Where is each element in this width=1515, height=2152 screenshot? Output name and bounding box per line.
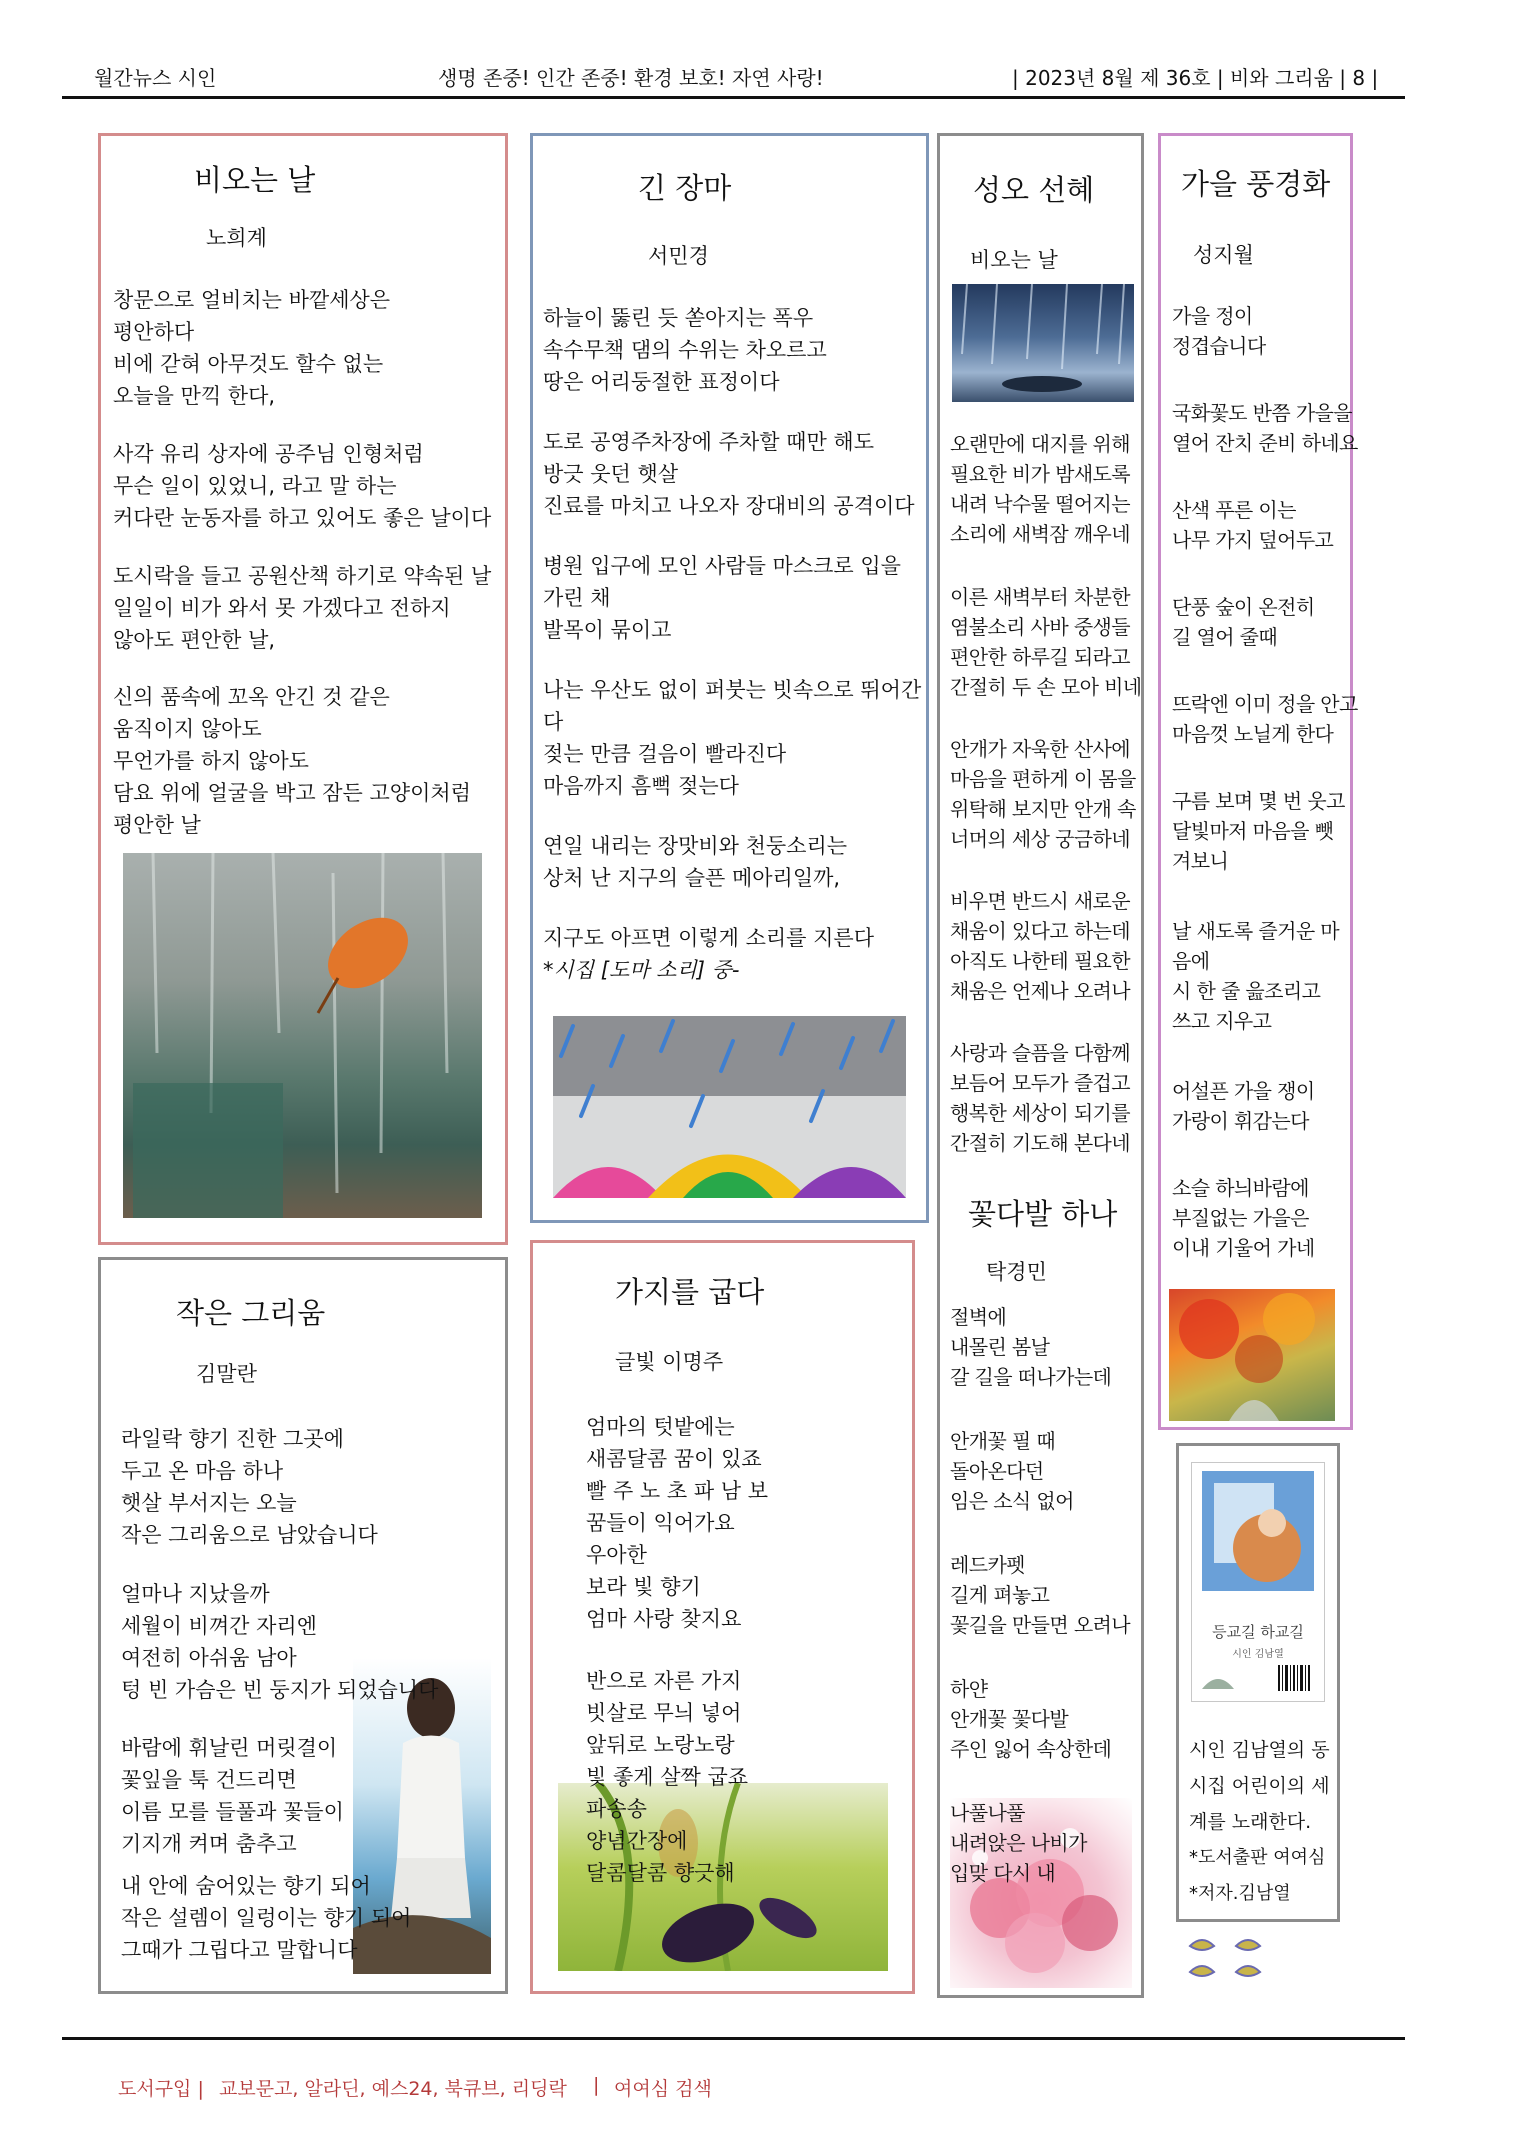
stanza: 하늘이 뚫린 듯 쏟아지는 폭우 속수무책 댐의 수위는 차오르고 땅은 어리둥절한 표정이다 [543, 306, 827, 394]
stanza: 반으로 자른 가지 빗살로 무늬 넣어 앞뒤로 노랑노랑 빛 좋게 살짝 굽죠 파송송 양념간장에 달콤달콤 향긋해 [586, 1669, 749, 1885]
poem-title: 꽃다발 하나 [968, 1197, 1118, 1231]
stanza: 라일락 향기 진한 그곳에 두고 온 마음 하나 햇살 부서지는 오늘 작은 그리움으로 남았습니다 [121, 1427, 378, 1547]
rain-window-leaf-image [123, 853, 482, 1218]
poem-title: 작은 그리움 [176, 1296, 326, 1330]
stanza: 뜨락엔 이미 정을 안고 마음껏 노닐게 한다 [1172, 692, 1358, 746]
poem-author: 서민경 [648, 244, 709, 268]
book-cover-image [1191, 1462, 1325, 1702]
stanza: 안개꽃 필 때 돌아온다던 임은 소식 없어 [950, 1429, 1074, 1513]
footer-stores[interactable]: 교보문고, 알라딘, 예스24, 북큐브, 리딩락 [219, 2078, 567, 2100]
stanza: 레드카펫 길게 펴놓고 꽃길을 만들면 오려나 [950, 1553, 1130, 1637]
stanza: 도로 공영주차장에 주차할 때만 해도 방긋 웃던 햇살 진료를 마치고 나오자 장대비의 공격이다 [543, 430, 915, 518]
autumn-foliage-image [1169, 1289, 1335, 1421]
ornament-icon [1184, 1934, 1284, 1984]
stanza: 신의 품속에 꼬옥 안긴 것 같은 움직이지 않아도 무언가를 하지 않아도 담요 위에 얼굴을 박고 잠든 고양이처럼 평안한 날 [113, 685, 471, 837]
poem-box-column-three [937, 133, 1144, 1998]
book-cover-title: 등교길 하교길 [1212, 1623, 1304, 1641]
stanza: 안개가 자욱한 산사에 마음을 편하게 이 몸을 위탁해 보지만 안개 속 너머의 세상 궁금하네 [950, 737, 1136, 851]
stanza: 소슬 하늬바람에 부질없는 가을은 이내 기울어 가네 [1172, 1176, 1315, 1260]
stanza: 지구도 아프면 이렇게 소리를 지른다 *시집 [도마 소리] 중- [543, 922, 874, 986]
stanza: 구름 보며 몇 번 웃고 달빛마저 마음을 뺏 겨보니 [1172, 789, 1345, 873]
poem-subtitle: 비오는 날 [970, 248, 1058, 272]
book-caption: 시인 김남열의 동 시집 어린이의 세 계를 노래한다. *도서출판 여여심 *저자.김남열 [1189, 1739, 1330, 1904]
poem-box-autumn-landscape [1158, 133, 1358, 1430]
stanza: 내 안에 숨어있는 향기 되어 작은 설렘이 일렁이는 향기 되어 그때가 그립다고 말합니다 [121, 1874, 412, 1962]
footer-rule [62, 2037, 1405, 2040]
poem-title: 성오 선혜 [973, 173, 1095, 207]
stanza: 도시락을 들고 공원산책 하기로 약속된 날 일일이 비가 와서 못 가겠다고 전하지 않아도 편안한 날, [113, 564, 492, 652]
book-promo-box [1176, 1443, 1340, 1922]
poem-author: 성지월 [1193, 243, 1254, 267]
stanza: 국화꽃도 반쯤 가을을 열어 잔치 준비 하네요 [1172, 401, 1358, 455]
stanza: 절벽에 내몰린 봄날 갈 길을 떠나가는데 [950, 1305, 1112, 1389]
rain-image [952, 284, 1134, 402]
header-rule [62, 96, 1405, 99]
poem-source: *시집 [도마 소리] 중- [543, 958, 740, 982]
poem-box-small-longing [98, 1257, 508, 1994]
stanza: 단풍 숲이 온전히 길 열어 줄때 [1172, 595, 1315, 649]
stanza: 사랑과 슬픔을 다함께 보듬어 모두가 즐겁고 행복한 세상이 되기를 간절히 기도해 본다네 [950, 1041, 1130, 1155]
poem-author: 글빛 이명주 [615, 1350, 724, 1374]
stanza: 바람에 휘날린 머릿결이 꽃잎을 툭 건드리면 이름 모를 들풀과 꽃들이 기지개 켜며 춤추고 [121, 1736, 344, 1856]
header-publication: 월간뉴스 시인 [94, 66, 217, 90]
poem-title: 가지를 굽다 [615, 1275, 765, 1309]
stanza: 나풀나풀 내려앉은 나비가 입맞 다시 내 [950, 1801, 1087, 1885]
stanza: 나는 우산도 없이 퍼붓는 빗속으로 뛰어간 다 젖는 만큼 걸음이 빨라진다 마음까지 흠뻑 젖는다 [543, 678, 922, 798]
footer-label: 도서구입 | [118, 2078, 204, 2100]
stanza: 얼마나 지났을까 세월이 비껴간 자리엔 여전히 아쉬움 남아 텅 빈 가슴은 빈 둥지가 되었습니다 [121, 1582, 439, 1702]
stanza: 사각 유리 상자에 공주님 인형처럼 무슨 일이 있었니, 라고 말 하는 커다란 눈동자를 하고 있어도 좋은 날이다 [113, 442, 492, 530]
poem-title: 비오는 날 [194, 163, 316, 197]
stanza: 가을 정이 정겹습니다 [1172, 304, 1266, 358]
stanza: 엄마의 텃밭에는 새콤달콤 꿈이 있죠 빨 주 노 초 파 남 보 꿈들이 익어가요 우아한 보라 빛 향기 엄마 사랑 찾지요 [586, 1415, 769, 1631]
poem-author: 노희계 [206, 226, 267, 250]
stanza: 창문으로 얼비치는 바깥세상은 평안하다 비에 갇혀 아무것도 할수 없는 오늘을 만끽 한다, [113, 288, 391, 408]
header-issue: | 2023년 8월 제 36호 | 비와 그리움 | 8 | [1012, 66, 1379, 90]
footer-separator: | [593, 2074, 600, 2096]
umbrellas-rain-image [553, 1016, 906, 1198]
book-cover-author: 시인 김남열 [1232, 1649, 1284, 1660]
stanza: 연일 내리는 장맛비와 천둥소리는 상처 난 지구의 슬픈 메아리일까, [543, 834, 848, 890]
header-slogan: 생명 존중! 인간 존중! 환경 보호! 자연 사랑! [438, 66, 824, 90]
poem-title: 긴 장마 [638, 171, 732, 205]
stanza: 산색 푸른 이는 나무 가지 덮어두고 [1172, 498, 1334, 552]
stanza: 하얀 안개꽃 꽃다발 주인 잃어 속상한데 [950, 1677, 1112, 1761]
poem-author: 김말란 [196, 1362, 257, 1386]
poem-box-grilled-eggplant [530, 1240, 915, 1994]
footer-search-link[interactable]: 여여심 검색 [614, 2078, 712, 2100]
stanza: 날 새도록 즐거운 마 음에 시 한 줄 읊조리고 쓰고 지우고 [1172, 919, 1340, 1033]
poem-box-long-monsoon [530, 133, 929, 1223]
stanza: 병원 입구에 모인 사람들 마스크로 입을 가린 채 발목이 묶이고 [543, 554, 901, 642]
poem-author: 탁경민 [986, 1260, 1047, 1284]
barcode [1198, 1659, 1318, 1699]
poem-title: 가을 풍경화 [1181, 167, 1331, 201]
stanza: 이른 새벽부터 차분한 염불소리 사바 중생들 편안한 하루길 되라고 간절히 두 손 모아 비네 [950, 585, 1142, 699]
poem-box-rainy-day [98, 133, 508, 1245]
stanza: 어설픈 가을 쟁이 가랑이 휘감는다 [1172, 1079, 1315, 1133]
stanza: 오랜만에 대지를 위해 필요한 비가 밤새도록 내려 낙수물 떨어지는 소리에 새벽잠 깨우네 [950, 432, 1130, 546]
stanza: 비우면 반드시 새로운 채움이 있다고 하는데 아직도 나한테 필요한 채움은 언제나 오려나 [950, 889, 1130, 1003]
